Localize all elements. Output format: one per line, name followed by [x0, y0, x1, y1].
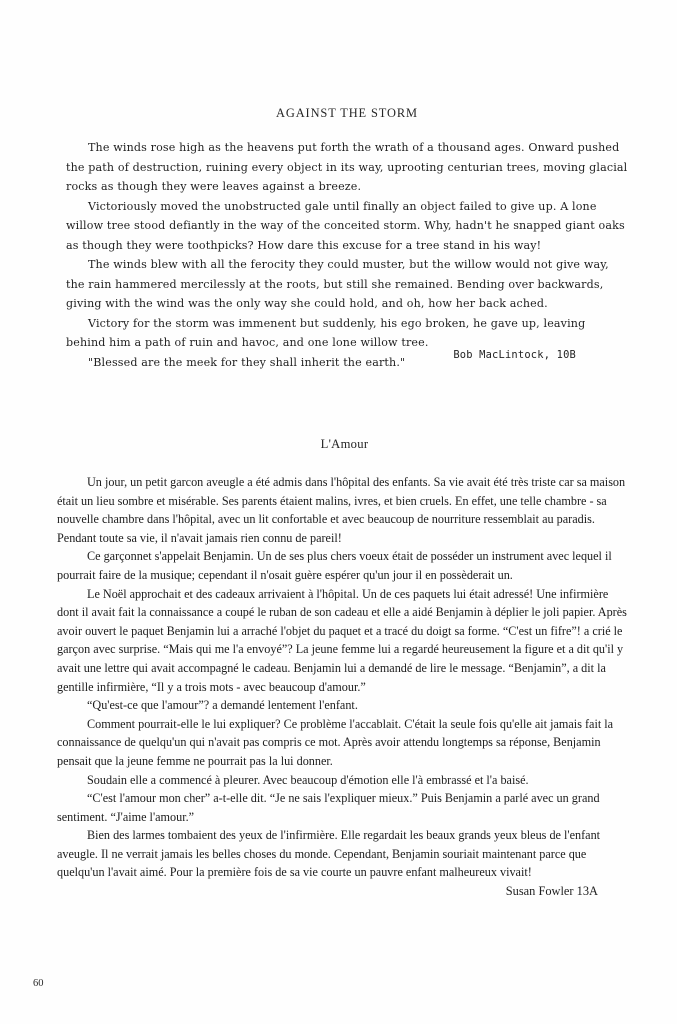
paragraph: Victory for the storm was immenent but suddenly, his ego broken, he gave up, leaving behind him a path of ruin and havoc, and one lone willow tree. [66, 316, 586, 349]
paragraph: The winds blew with all the ferocity they could muster, but the willow would not give way, the rain hammered mercilessly at the roots, but still she remained. Bending over backwards, giving with the wind was the only way she could hold, and oh, how her back ached. [66, 258, 609, 310]
paragraph: "Blessed are the meek for they shall inherit the earth." [88, 355, 406, 369]
paragraph: Le Noël approchait et des cadeaux arrivaient à l'hôpital. Un de ces paquets lui était adressé! Une infirmière dont il avait fait la connaissance a coupé le ruban de son cadeau et elle a aidé Benjamin à déplier le joli papier. Après avoir ouvert le paquet Benjamin lui a arraché l'objet du paquet et a tracé du doigt sa forme. “C'est un fifre”! a crié le garçon avec surprise. “Mais qui me l'a envoyé”? La jeune femme lui a regardé heureusement la figure et a dit qu'il y avait une lettre qui avait accompagné le cadeau. Benjamin lui a demandé de lire le message. “Benjamin”, a dit la gentille infirmière, “Il y a trois mots - avec beaucoup d'amour.” [57, 586, 627, 694]
paragraph: “C'est l'amour mon cher” a-t-elle dit. “Je ne sais l'expliquer mieux.” Puis Benjamin a parlé avec un grand sentiment. “J'aime l'amour.” [57, 791, 600, 824]
paragraph: Comment pourrait-elle le lui expliquer? Ce problème l'accablait. C'était la seule fois qu'elle ait jamais fait la connaissance de quelqu'un qui n'avait pas compris ce mot. Après avoir attendu longtemps sa réponse, Benjamin pensait que la jeune femme ne pourrait pas la lui donner. [57, 716, 614, 768]
paragraph: Un jour, un petit garcon aveugle a été admis dans l'hôpital des enfants. Sa vie avait été très triste car sa maison était un lieu sombre et misérable. Ses parents étaient malins, ivres, et bien cruels. En effet, une telle chambre - sa nouvelle chambre dans l'hôpital, avec un lit confortable et avec beaucoup de nourriture ressemblait au paradis. Pendant toute sa vie, il n'avait jamais rien connu de pareil! [57, 475, 626, 545]
paragraph: Ce garçonnet s'appelait Benjamin. Un de ses plus chers voeux était de posséder un instrument avec lequel il pourrait faire de la musique; cependant il n'osait guère espérer qu'un jour il en possèderait un. [57, 549, 612, 582]
paragraph: The winds rose high as the heavens put forth the wrath of a thousand ages. Onward pushed the path of destruction, ruining every object in its way, uprooting centurian trees, moving glacial rocks as though they were leaves against a breeze. [66, 141, 628, 193]
paragraph: “Qu'est-ce que l'amour”? a demandé lentement l'enfant. [87, 698, 358, 713]
article-byline-l-amour: Susan Fowler 13A [505, 884, 598, 898]
article-l-amour [57, 437, 632, 882]
article-against-the-storm [66, 106, 628, 372]
article-body-l-amour [57, 473, 632, 882]
article-title-against-the-storm: AGAINST THE STORM [276, 106, 418, 120]
article-byline-against-the-storm: Bob MacLintock, 10B [453, 349, 576, 361]
article-title-l-amour: L'Amour [320, 437, 369, 451]
paragraph: Soudain elle a commencé à pleurer. Avec beaucoup d'émotion elle l'à embrassé et l'a baisé. [87, 772, 529, 787]
paragraph: Victoriously moved the unobstructed gale until finally an object failed to give up. A lone willow tree stood defiantly in the way of the conceited storm. Why, hadn't he snapped giant oaks as though they were toothpicks? How dare this excuse for a tree stand in his way! [66, 199, 625, 252]
paragraph: Bien des larmes tombaient des yeux de l'infirmière. Elle regardait les beaux grands yeux bleus de l'enfant aveugle. Il ne verrait jamais les belles choses du monde. Cependant, Benjamin souriait maintenant parce que quelqu'un l'avait aimé. Pour la première fois de sa vie courte un pauvre enfant malheureux vivait! [57, 828, 601, 880]
page-number: 60 [33, 978, 44, 989]
article-body-against-the-storm [66, 138, 628, 372]
